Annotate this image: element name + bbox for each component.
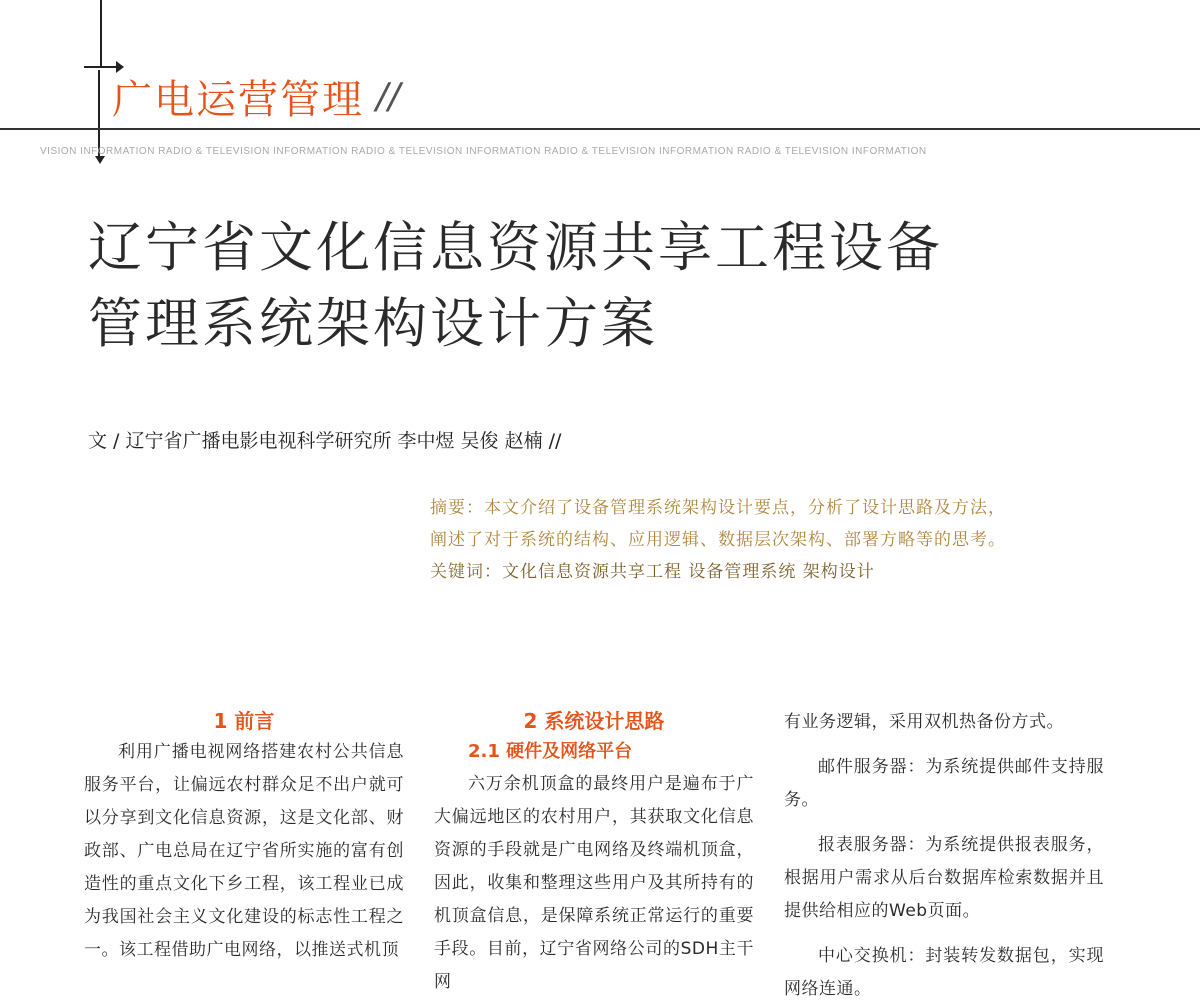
abstract-label: 摘要： [430,498,484,518]
column-2-paragraph: 六万余机顶盒的最终用户是遍布于广大偏远地区的农村用户，其获取文化信息资源的手段就是广电网络及终端机顶盒，因此，收集和整理这些用户及其所持有的机顶盒信息，是保障系统正常运行的重要手段。目前，辽宁省网络公司的SDH主干网 [434,774,754,992]
column-3-paragraph-4: 中心交换机：封装转发数据包，实现网络连通。 [784,946,1104,999]
keywords-text: 文化信息资源共享工程 设备管理系统 架构设计 [502,562,875,582]
section-tag [112,66,400,126]
column-3 [784,706,1104,999]
column-1-paragraph: 利用广播电视网络搭建农村公共信息服务平台，让偏远农村群众足不出户就可以分享到文化信息资源，这是文化部、财政部、广电总局在辽宁省所实施的富有创造性的重点文化下乡工程，该工程业已成为我国社会主义文化建设的标志性工程之一。该工程借助广电网络，以推送式机顶 [84,742,404,960]
title-line-1: 辽宁省文化信息资源共享工程设备 [88,216,943,279]
keywords-label: 关键词： [430,562,502,582]
subsection-heading-2-1: 2.1 硬件及网络平台 [468,741,633,762]
column-2 [434,706,754,992]
section-tag-slash: // [376,75,401,117]
section-heading-2: 2 系统设计思路 [523,709,665,733]
abstract-block [430,492,1130,588]
corner-vertical-line [100,0,102,68]
section-heading-1: 1 前言 [213,709,275,733]
header-rule [0,128,1200,130]
body-columns [84,706,1124,999]
column-3-paragraph-1: 有业务逻辑，采用双机热备份方式。 [784,712,1064,732]
keywords-line [430,556,1130,588]
column-1 [84,706,404,960]
column-3-paragraph-3: 报表服务器：为系统提供报表服务，根据用户需求从后台数据库检索数据并且提供给相应的Web页面。 [784,835,1104,921]
abstract-text-1: 本文介绍了设备管理系统架构设计要点，分析了设计思路及方法， [484,498,1006,518]
abstract-line-2: 阐述了对于系统的结构、应用逻辑、数据层次架构、部署方略等的思考。 [430,530,1006,550]
article-title [88,210,1088,362]
ribbon-text: VISION INFORMATION RADIO & TELEVISION INFORMATION RADIO & TELEVISION INFORMATION RADIO & TELEVISION INFORMATION RADIO & TELEVISION INFORMATION [40,146,927,157]
abstract-line-1 [430,492,1130,524]
column-3-paragraph-2: 邮件服务器：为系统提供邮件支持服务。 [784,757,1104,810]
title-line-2: 管理系统架构设计方案 [88,292,658,355]
arrow-down-icon [95,156,105,164]
section-tag-text: 广电运营管理 [112,76,364,123]
article-authors: 文 / 辽宁省广播电影电视科学研究所 李中煜 吴俊 赵楠 // [88,430,562,452]
info-ribbon [0,146,1200,162]
